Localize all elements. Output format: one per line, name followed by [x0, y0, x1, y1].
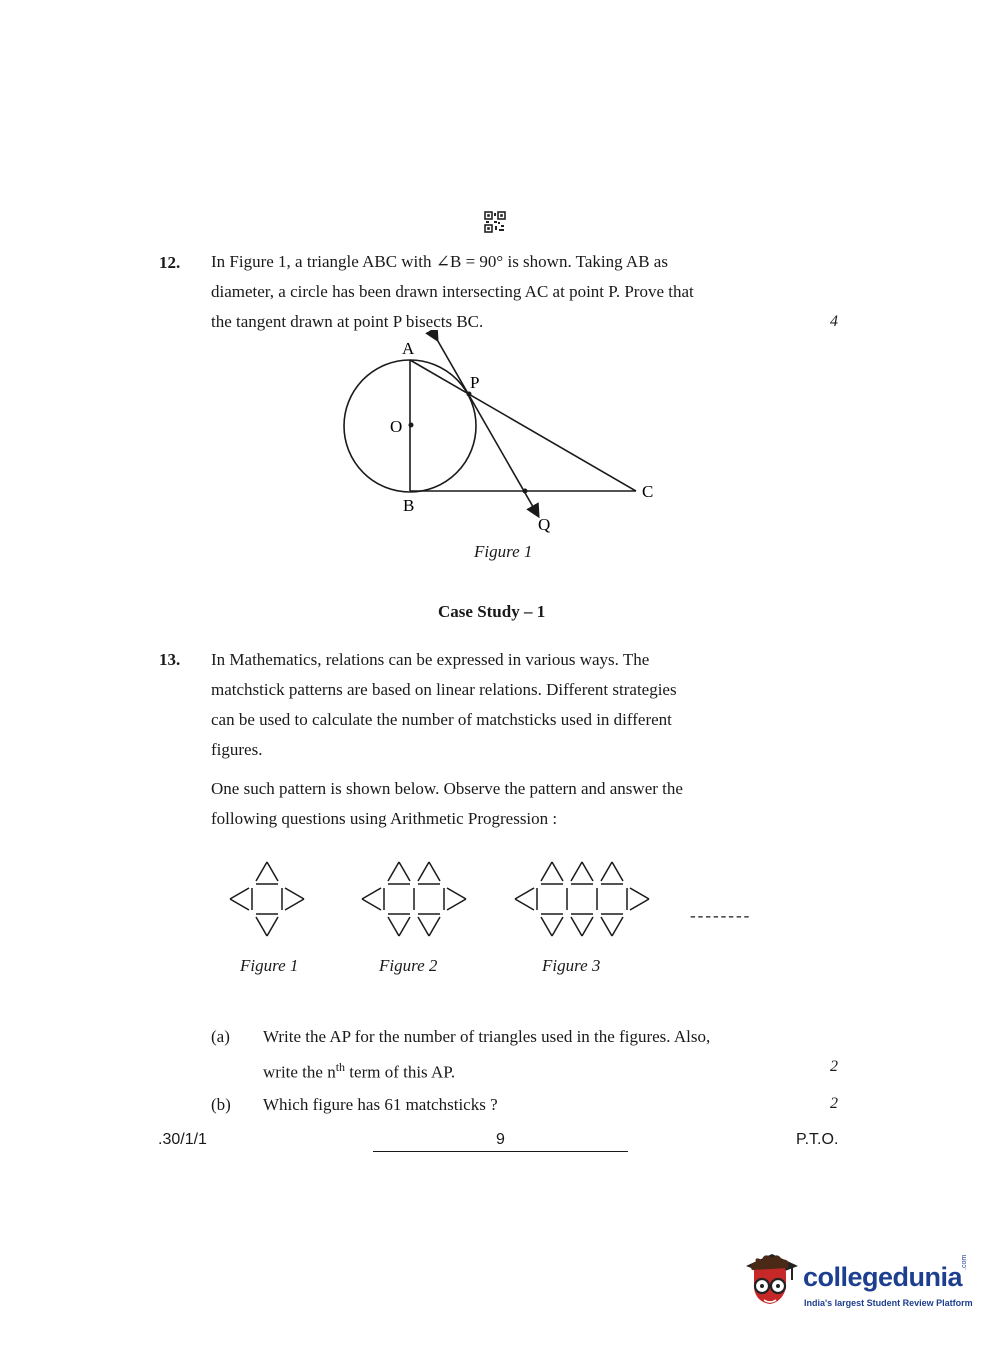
part-text: [263, 1022, 803, 1088]
question-text: [211, 247, 801, 337]
page-number: 9: [496, 1131, 505, 1148]
matchstick: [399, 917, 410, 936]
matchstick-pattern: [210, 858, 810, 948]
matchstick: [256, 917, 267, 936]
please-turn-over: P.T.O.: [796, 1131, 839, 1148]
footer-rule: [373, 1151, 628, 1152]
matchstick: [285, 899, 304, 910]
matchstick: [285, 888, 304, 899]
matchstick: [256, 862, 267, 881]
matchstick: [388, 862, 399, 881]
matchstick: [267, 917, 278, 936]
question-line: In Mathematics, relations can be expressed in various ways. The: [211, 650, 650, 669]
question-line: can be used to calculate the number of matchsticks used in different: [211, 710, 672, 729]
mascot-icon: [742, 1248, 800, 1314]
matchstick: [552, 862, 563, 881]
matchstick: [601, 862, 612, 881]
part-text: Which figure has 61 matchsticks ?: [263, 1095, 498, 1114]
point-o: [409, 423, 414, 428]
brand-logo[interactable]: [742, 1248, 974, 1320]
question-number: 12.: [159, 253, 181, 272]
figure-caption: Figure 3: [542, 956, 601, 975]
matchstick: [418, 862, 429, 881]
matchstick: [362, 899, 381, 910]
marks: 2: [830, 1058, 838, 1075]
matchstick: [230, 888, 249, 899]
point-p: [467, 392, 472, 397]
question-line: figures.: [211, 740, 263, 759]
question-number: 13.: [159, 650, 181, 669]
matchstick: [447, 888, 466, 899]
matchstick: [541, 917, 552, 936]
marks: 2: [830, 1095, 838, 1112]
matchstick: [601, 917, 612, 936]
brand-dotcom: .com: [961, 1254, 968, 1270]
figure-caption: Figure 1: [474, 542, 533, 561]
qr-code-icon: [484, 211, 506, 233]
question-text: [211, 645, 801, 765]
label-p: P: [470, 373, 480, 392]
matchstick: [362, 888, 381, 899]
figure-caption: Figure 2: [379, 956, 438, 975]
question-line: In Figure 1, a triangle ABC with ∠B = 90° is shown. Taking AB as: [211, 252, 668, 271]
question-line: One such pattern is shown below. Observe the pattern and answer the: [211, 779, 683, 798]
matchstick: [388, 917, 399, 936]
label-c: C: [642, 482, 654, 501]
matchstick: [630, 888, 649, 899]
part-line: write the $n^{th}$ term of this AP.: [263, 1060, 456, 1082]
figure-caption: Figure 1: [240, 956, 299, 975]
brand-name: collegedunia: [803, 1262, 963, 1292]
matchstick: [429, 917, 440, 936]
question-line: the tangent drawn at point P bisects BC.: [211, 312, 484, 331]
matchstick: [429, 862, 440, 881]
section-heading: Case Study – 1: [438, 602, 546, 621]
matchstick: [630, 899, 649, 910]
point-bc-midpoint: [523, 489, 528, 494]
matchstick: [447, 899, 466, 910]
matchstick: [582, 917, 593, 936]
label-o: O: [390, 417, 403, 436]
label-b: B: [403, 496, 415, 515]
part-line: Write the AP for the number of triangles used in the figures. Also,: [263, 1027, 711, 1046]
segment-ac: [410, 360, 636, 491]
brand-tagline: India's largest Student Review Platform: [804, 1298, 973, 1308]
matchstick: [230, 899, 249, 910]
question-line: diameter, a circle has been drawn intersecting AC at point P. Prove that: [211, 282, 694, 301]
geometry-figure: [330, 330, 670, 540]
matchstick: [571, 862, 582, 881]
matchstick: [399, 862, 410, 881]
matchstick: [552, 917, 563, 936]
matchstick: [515, 899, 534, 910]
matchstick: [541, 862, 552, 881]
pattern-continuation: --------: [690, 906, 752, 925]
paper-code: .30/1/1: [158, 1131, 207, 1148]
matchstick: [612, 862, 623, 881]
matchstick: [612, 917, 623, 936]
question-line: matchstick patterns are based on linear relations. Different strategies: [211, 680, 677, 699]
marks: 4: [830, 313, 838, 330]
matchstick: [515, 888, 534, 899]
question-line: following questions using Arithmetic Progression :: [211, 809, 558, 828]
part-label: (b): [211, 1095, 231, 1114]
label-a: A: [402, 339, 415, 358]
matchstick: [267, 862, 278, 881]
label-q: Q: [538, 515, 551, 534]
part-label: (a): [211, 1027, 230, 1046]
matchstick: [418, 917, 429, 936]
question-text: [211, 774, 801, 834]
matchstick: [582, 862, 593, 881]
matchstick: [571, 917, 582, 936]
